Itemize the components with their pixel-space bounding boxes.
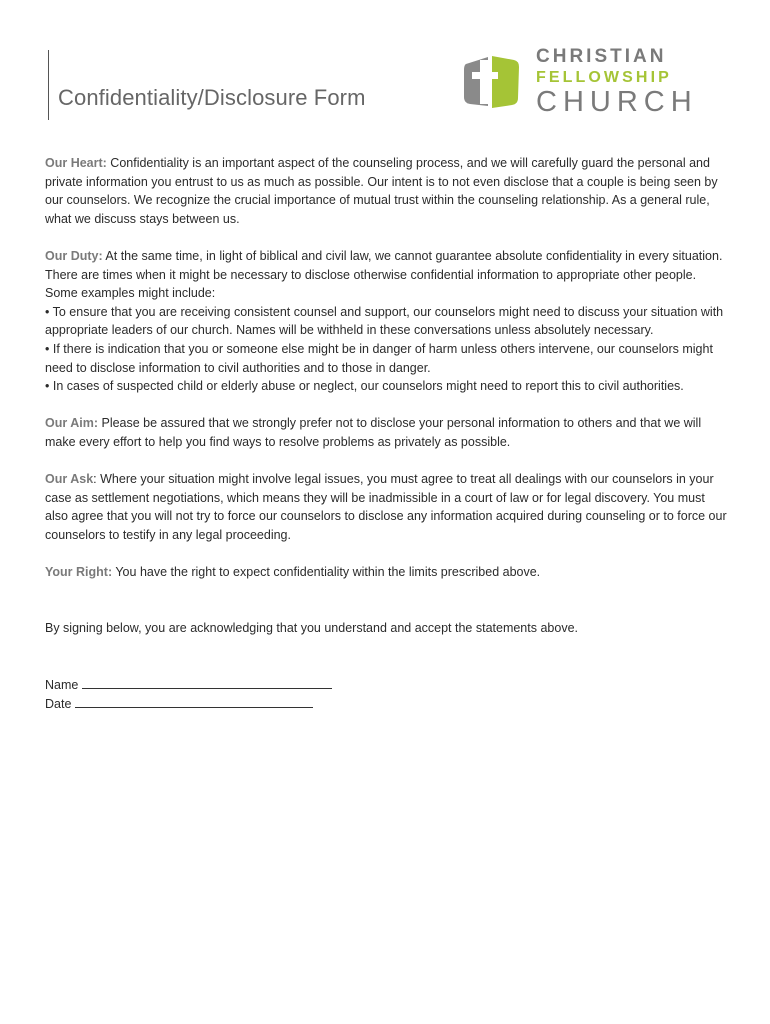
name-label: Name: [45, 677, 79, 692]
header-divider: [48, 50, 49, 120]
section-label: Our Heart:: [45, 156, 107, 170]
form-body: [45, 154, 730, 714]
section-our-heart: [45, 154, 730, 228]
name-field-row: [45, 675, 730, 695]
date-signature-line[interactable]: [75, 694, 313, 708]
logo-text-fellowship: FELLOWSHIP: [536, 69, 672, 86]
section-text: Please be assured that we strongly prefer not to disclose your personal information to others and that we will make every effort to help you find ways to resolve problems as privately as possible.: [45, 416, 702, 449]
acknowledgement-text: By signing below, you are acknowledging that you understand and accept the statements above.: [45, 620, 578, 635]
page-title: Confidentiality/Disclosure Form: [58, 84, 366, 110]
cross-logo-icon: [462, 54, 520, 110]
name-signature-line[interactable]: [82, 675, 332, 689]
signature-block: [45, 675, 730, 714]
section-our-ask: [45, 470, 730, 544]
date-field-row: [45, 694, 730, 714]
section-text: : Where your situation might involve legal issues, you must agree to treat all dealings with our counselors in your case as settlement negotiations, which means they will be inadmissible in a court of law or for legal discovery. You must also agree that you will not try to force our counselors to disclose any information acquired during counseling or to force our counselors to testify in any legal proceeding.: [45, 472, 727, 542]
section-text: Confidentiality is an important aspect of the counseling process, and we will carefully guard the personal and private information you entrust to us as much as possible. Our intent is to not even disclose that a couple is being seen by our counselors. We recognize the crucial importance of mutual trust within the counseling relationship. As a general rule, what we discuss stays between us.: [45, 156, 718, 226]
logo-text-church: CHURCH: [536, 86, 698, 118]
section-text: At the same time, in light of biblical and civil law, we cannot guarantee absolute confidentiality in every situation. There are times when it might be necessary to disclose otherwise confidential information to appropriate other people. Some examples might include:: [45, 248, 723, 301]
bullet-item: • If there is indication that you or someone else might be in danger of harm unless others intervene, our counselors might need to disclose information to civil authorities and to those in danger.: [45, 341, 713, 375]
logo-text-christian: CHRISTIAN: [536, 46, 667, 67]
section-label: Our Ask: [45, 472, 94, 487]
bullet-item: • In cases of suspected child or elderly abuse or neglect, our counselors might need to report this to civil authorities.: [45, 379, 684, 394]
section-label: Our Aim:: [45, 416, 99, 431]
section-your-right: [45, 563, 730, 582]
section-our-aim: [45, 414, 730, 451]
section-text: You have the right to expect confidentiality within the limits prescribed above.: [112, 565, 541, 580]
church-logo: [462, 46, 698, 118]
bullet-item: • To ensure that you are receiving consistent counsel and support, our counselors might need to discuss your situation with appropriate leaders of our church. Names will be withheld in these conversations unless absolutely necessary.: [45, 304, 724, 338]
date-label: Date: [45, 697, 72, 712]
section-label: Your Right:: [45, 565, 113, 580]
section-our-duty: [45, 247, 730, 396]
section-label: Our Duty:: [45, 248, 103, 263]
